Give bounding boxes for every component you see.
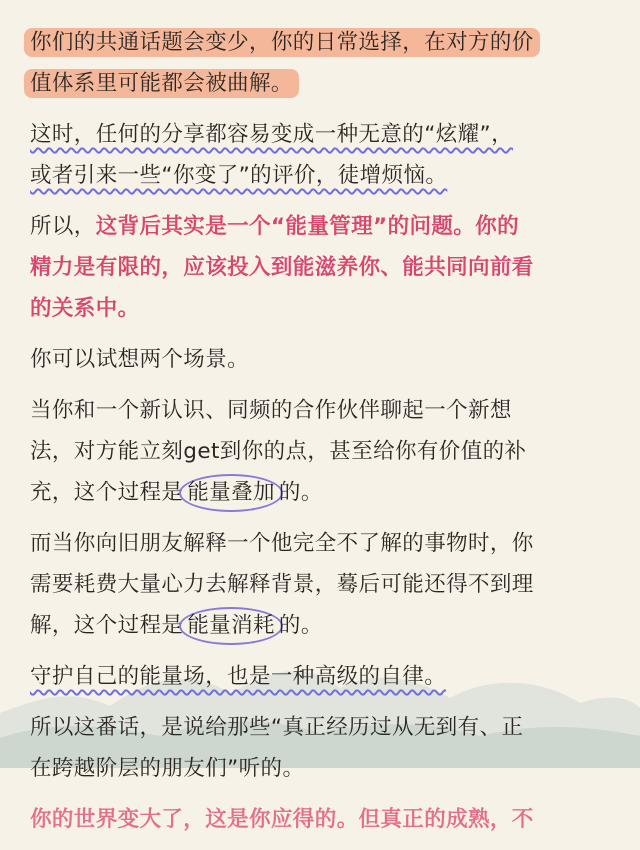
- cut-off-pink-line: 你的世界变大了，这是你应得的。但真正的成熟，不: [30, 807, 534, 832]
- underlined-line-2: 或者引来一些“你变了”的评价，徒增烦恼。: [30, 163, 448, 188]
- pink-emphasis-line-2: 精力是有限的，应该投入到能滋养你、能共同向前看: [30, 255, 534, 280]
- paragraph-9: [30, 799, 618, 840]
- paragraph-4-line: 你可以试想两个场景。: [30, 347, 250, 372]
- paragraph-6-line-2: 需要耗费大量心力去解释背景，蓦后可能还得不到理: [30, 572, 534, 597]
- paragraph-5-line-1: 当你和一个新认识、同频的合作伙伴聊起一个新想: [30, 398, 512, 423]
- article-body: [30, 22, 618, 850]
- paragraph-6-line-1: 而当你向旧朋友解释一个他完全不了解的事物时，你: [30, 531, 534, 556]
- paragraph-5-line-3b: 的。: [278, 480, 323, 505]
- circled-term-energy-stacking: 能量叠加: [179, 474, 283, 512]
- underlined-line-1: 这时，任何的分享都容易变成一种无意的“炫耀”，: [30, 122, 513, 147]
- paragraph-6: [30, 523, 618, 646]
- highlighted-line-1: 你们的共通话题会变少，你的日常选择，在对方的价: [24, 28, 540, 57]
- paragraph-4: [30, 339, 618, 380]
- paragraph-5: [30, 390, 618, 513]
- pink-emphasis-line-1: 这背后其实是一个“能量管理”的问题。你的: [95, 214, 519, 239]
- paragraph-1: [30, 22, 618, 104]
- underlined-line-3: 守护自己的能量场，也是一种高级的自律。: [30, 664, 447, 689]
- highlighted-line-2: 值体系里可能都会被曲解。: [24, 69, 299, 98]
- circled-term-energy-consumption: 能量消耗: [179, 607, 283, 645]
- paragraph-8-line-1: 所以这番话，是说给那些“真正经历过从无到有、正: [30, 715, 524, 740]
- paragraph-8-line-2: 在跨越阶层的朋友们”听的。: [30, 756, 305, 781]
- paragraph-7: [30, 656, 618, 697]
- paragraph-5-line-3a: 充，这个过程是: [30, 480, 184, 505]
- paragraph-2: [30, 114, 618, 196]
- paragraph-6-line-3a: 解，这个过程是: [30, 613, 184, 638]
- paragraph-3: [30, 206, 618, 329]
- paragraph-5-line-2: 法，对方能立刻get到你的点，甚至给你有价值的补: [30, 439, 527, 464]
- paragraph-6-line-3b: 的。: [278, 613, 323, 638]
- pink-emphasis-line-3: 的关系中。: [30, 296, 140, 321]
- paragraph-8: [30, 707, 618, 789]
- paragraph-3-prefix: 所以，: [30, 214, 96, 239]
